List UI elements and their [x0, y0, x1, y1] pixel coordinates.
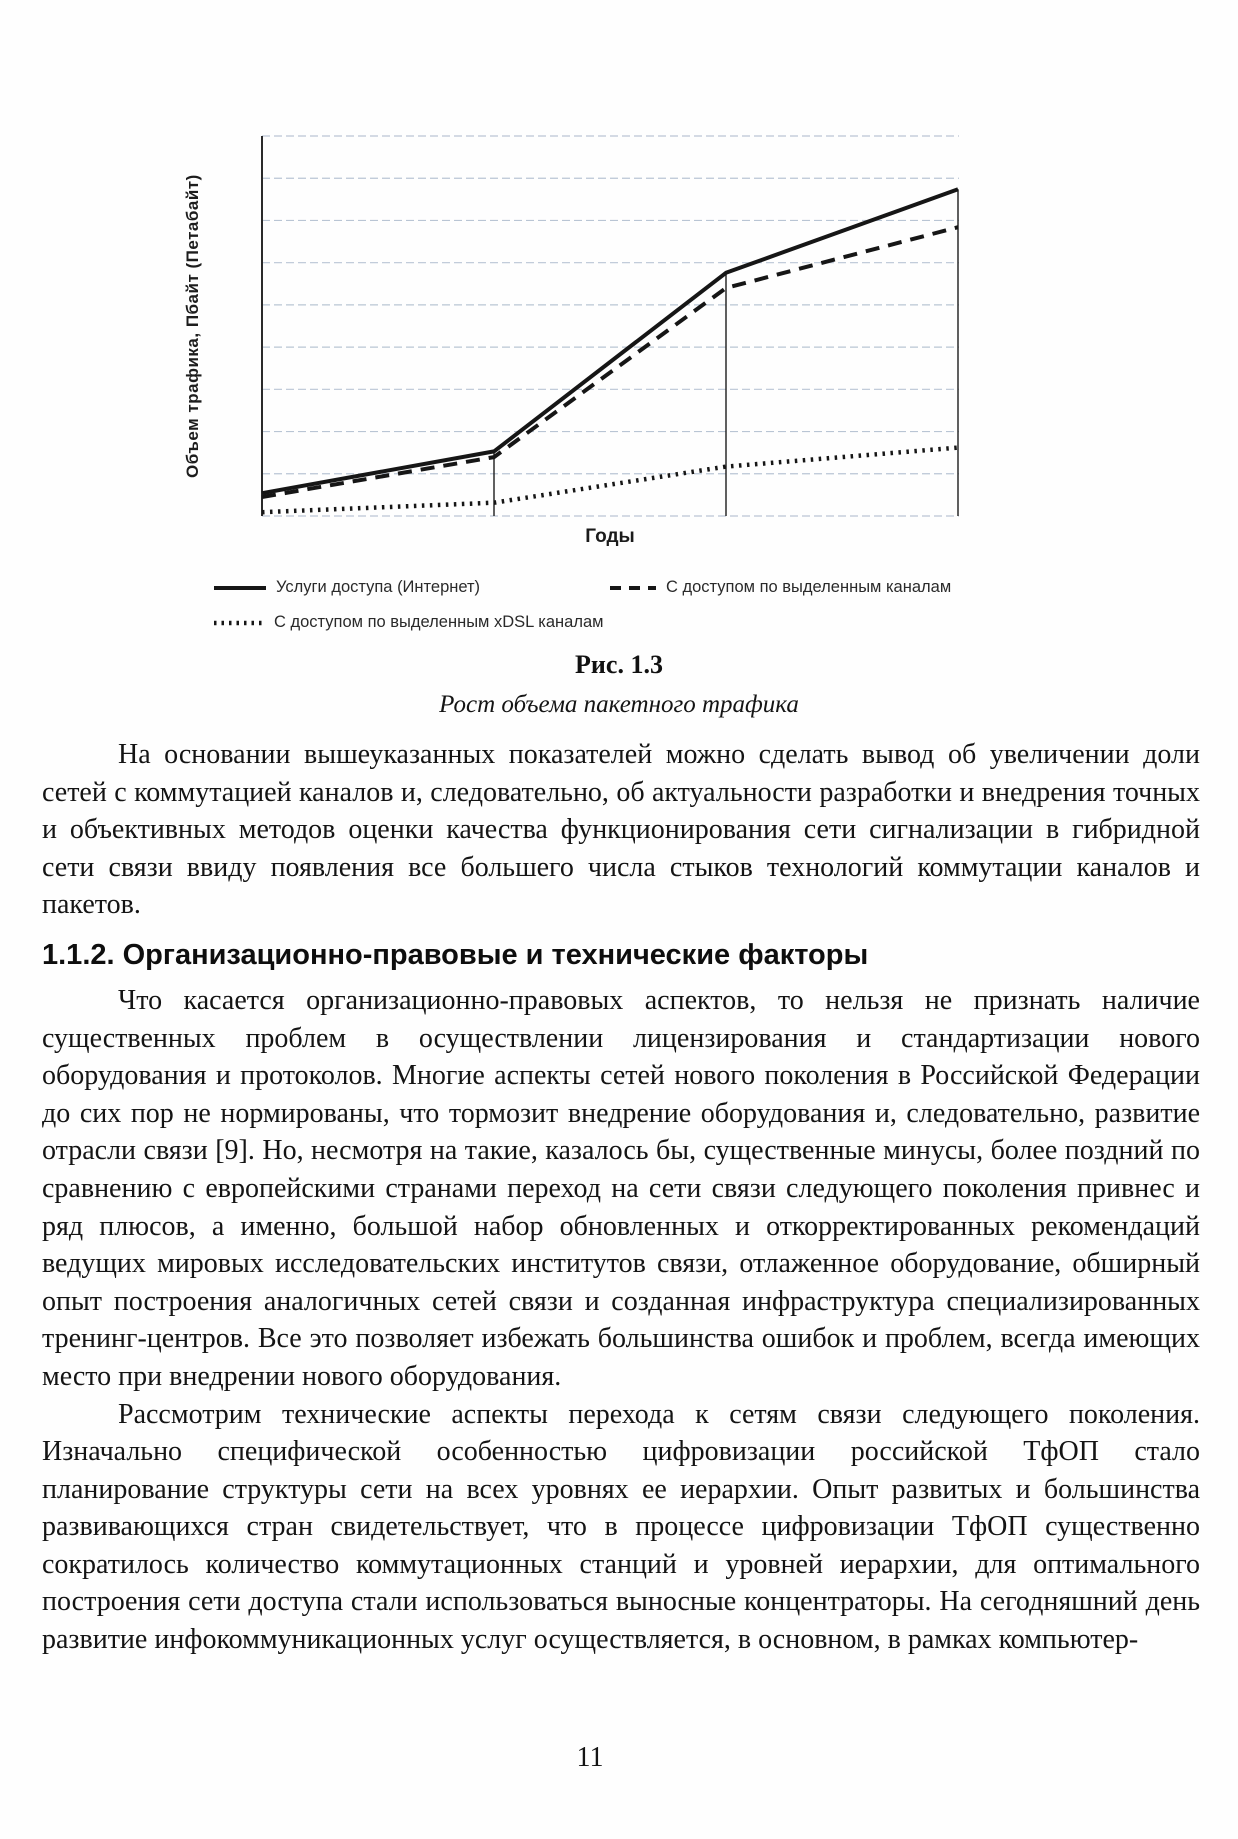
chart-legend [213, 578, 1093, 632]
figure-1-3 [0, 0, 1238, 738]
dotted-line-swatch-icon [213, 619, 265, 627]
body-text [42, 736, 1200, 1659]
legend-row [213, 613, 1093, 632]
figure-subcaption: Рост объема пакетного трафика [439, 691, 799, 718]
dashed-line-swatch-icon [609, 584, 657, 592]
chart-x-axis-label: Годы [585, 526, 635, 547]
legend-item-xdsl-channels [213, 613, 604, 632]
page-number: 11 [576, 1742, 604, 1773]
section-heading-1-1-2: 1.1.2. Организационно-правовые и технические факторы [42, 938, 869, 971]
legend-label: С доступом по выделенным каналам [666, 578, 952, 596]
traffic-growth-line-chart [260, 133, 960, 519]
paragraph-org-legal: Что касается организационно-правовых аспектов, то нельзя не признать наличие существенных проблем в осуществлении лицензирования и стандартизации нового оборудования и протоколов. Многие аспекты сетей нового поколения в Российской Федерации до сих пор не нормированы, что тормозит внедрение оборудования и, следовательно, развитие отрасли связи [9]. Но, несмотря на такие, казалось бы, существенные минусы, более поздний по сравнению с европейскими странами переход на сети связи следующего поколения привнес и ряд плюсов, а именно, большой набор обновленных и откорректированных рекомендаций ведущих мировых исследовательских институтов связи, отлаженное оборудование, обширный опыт построения аналогичных сетей связи и созданная инфраструктура специализированных тренинг-центров. Все это позволяет избежать большинства ошибок и проблем, всегда имеющих место при внедрении нового оборудования. [42, 984, 1200, 1392]
paragraph-conclusion: На основании вышеуказанных показателей можно сделать вывод об увеличении доли сетей с коммутацией каналов и, следовательно, об актуальности разработки и внедрения точных и объективных методов оценки качества функционирования сети сигнализации в гибридной сети связи ввиду появления все большего числа стыков технологий коммутации каналов и пакетов. [42, 739, 1200, 921]
legend-label: Услуги доступа (Интернет) [276, 578, 481, 596]
solid-line-swatch-icon [213, 584, 267, 592]
figure-caption: Рис. 1.3 [575, 650, 663, 679]
paragraph-technical: Рассмотрим технические аспекты перехода к сетям связи следующего поколения. Изначально специфической особенностью цифровизации российской ТфОП стало планирование структуры сети на всех уровнях ее иерархии. Опыт развитых и большинства развивающихся стран свидетельствует, что в процессе цифровизации ТфОП существенно сократилось количество коммутационных станций и уровней иерархии, для оптимального построения сети доступа стали использоваться выносные концентраторы. На сегодняшний день развитие инфокоммуникационных услуг осуществляется, в основном, в рамках компьютер- [42, 1398, 1200, 1656]
legend-label: С доступом по выделенным xDSL каналам [274, 613, 604, 631]
legend-item-dedicated-channels [609, 578, 951, 597]
legend-row [213, 578, 1093, 597]
chart-y-axis-label: Объем трафика, Пбайт (Петабайт) [183, 174, 202, 478]
legend-item-internet-access [213, 578, 609, 597]
